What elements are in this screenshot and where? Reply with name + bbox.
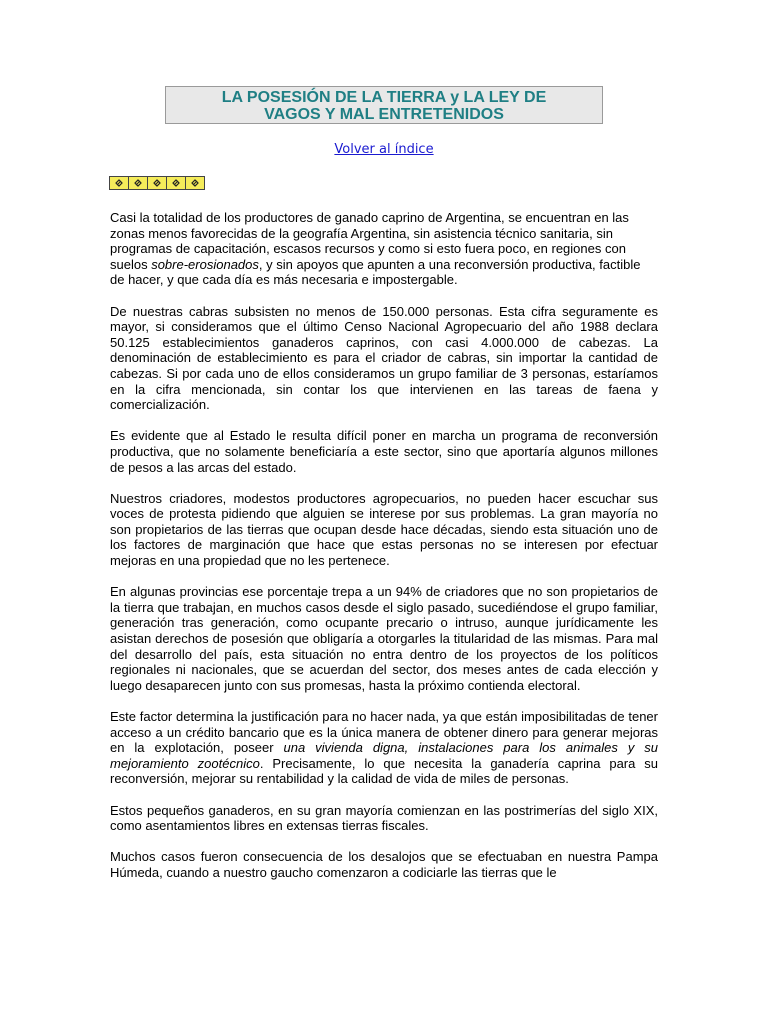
- paragraph-2: De nuestras cabras subsisten no menos de 150.000 personas. Esta cifra seguramente es mayor, si consideramos que el último Censo Nacional Agropecuario del año 1988 declara 50.125 establecimientos ganaderos caprinos, con casi 4.000.000 de cabezas. La denominación de establecimiento es para el criador de cabras, sin importar la cantidad de cabezas. Si por cada uno de ellos consideramos un grupo familiar de 3 personas, estaríamos en la cifra mencionada, sin contar los que intervienen en las tareas de faena y comercialización.: [110, 303, 658, 413]
- paragraph-4: Nuestros criadores, modestos productores agropecuarios, no pueden hacer escuchar sus voces de protesta pidiendo que alguien se interese por sus problemas. La gran mayoría no son propietarios de las tierras que ocupan desde hace décadas, siendo esta situación uno de los factores de marginación que hace que estas personas no se interesen por efectuar mejoras en una propiedad que no les pertenece.: [110, 490, 658, 569]
- title-line-1: LA POSESIÓN DE LA TIERRA y LA LEY DE: [221, 89, 547, 106]
- arrow-icon[interactable]: [186, 177, 204, 189]
- paragraph-3: Es evidente que al Estado le resulta difícil poner en marcha un programa de reconversión productiva, que no solamente beneficiaría a este sector, sino que aportaría algunos millones de pesos a las arcas del estado.: [110, 428, 658, 475]
- back-to-index-link[interactable]: Volver al índice: [334, 142, 434, 157]
- paragraph-5: En algunas provincias ese porcentaje trepa a un 94% de criadores que no son propietarios de la tierra que trabajan, en muchos casos desde el siglo pasado, sucediéndose el grupo familiar, generación tras generación, como ocupante precario o intruso, aunque jurídicamente les asistan derechos de posesión que obligaría a otorgarles la titularidad de las mismas. Para mal del desarrollo del país, esta situación no entra dentro de los proyectos de los políticos regionales ni nacionales, que se acuerdan del sector, dos meses antes de cada elección y luego desaparecen junto con sus promesas, hasta la próximo contienda electoral.: [110, 584, 658, 693]
- paragraph-7: Estos pequeños ganaderos, en su gran mayoría comienzan en las postrimerías del siglo XIX, como asentamientos libres en extensas tierras fiscales.: [110, 802, 658, 834]
- document-title: [165, 86, 603, 124]
- arrow-icon[interactable]: [148, 177, 167, 189]
- paragraph-1: Casi la totalidad de los productores de ganado caprino de Argentina, se encuentran en las zonas menos favorecidas de la geografía Argentina, sin asistencia técnico sanitaria, sin programas de capacitación, escasos recursos y como si esto fuera poco, en regiones con suelos sobre-erosionados, y sin apoyos que apunten a una reconversión productiva, factible de hacer, y que cada día es más necesaria e impostergable.: [110, 210, 641, 288]
- title-line-2: VAGOS Y MAL ENTRETENIDOS: [264, 106, 504, 123]
- article-body: [110, 210, 658, 896]
- arrow-icon[interactable]: [110, 177, 129, 189]
- arrow-icon[interactable]: [129, 177, 148, 189]
- paragraph-6: Este factor determina la justificación para no hacer nada, ya que están imposibilitadas de tener acceso a un crédito bancario que es la única manera de obtener dinero para generar mejoras en la explotación, poseer una vivienda digna, instalaciones para los animales y su mejoramiento zootécnico. Precisamente, lo que necesita la ganadería caprina para su reconversión, mejorar su rentabilidad y la calidad de vida de miles de personas.: [110, 709, 659, 787]
- paragraph-8: Muchos casos fueron consecuencia de los desalojos que se efectuaban en nuestra Pampa Húmeda, cuando a nuestro gaucho comenzaron a codiciarle las tierras que le: [110, 849, 658, 880]
- navigation-icon-strip: [109, 176, 205, 190]
- arrow-icon[interactable]: [167, 177, 186, 189]
